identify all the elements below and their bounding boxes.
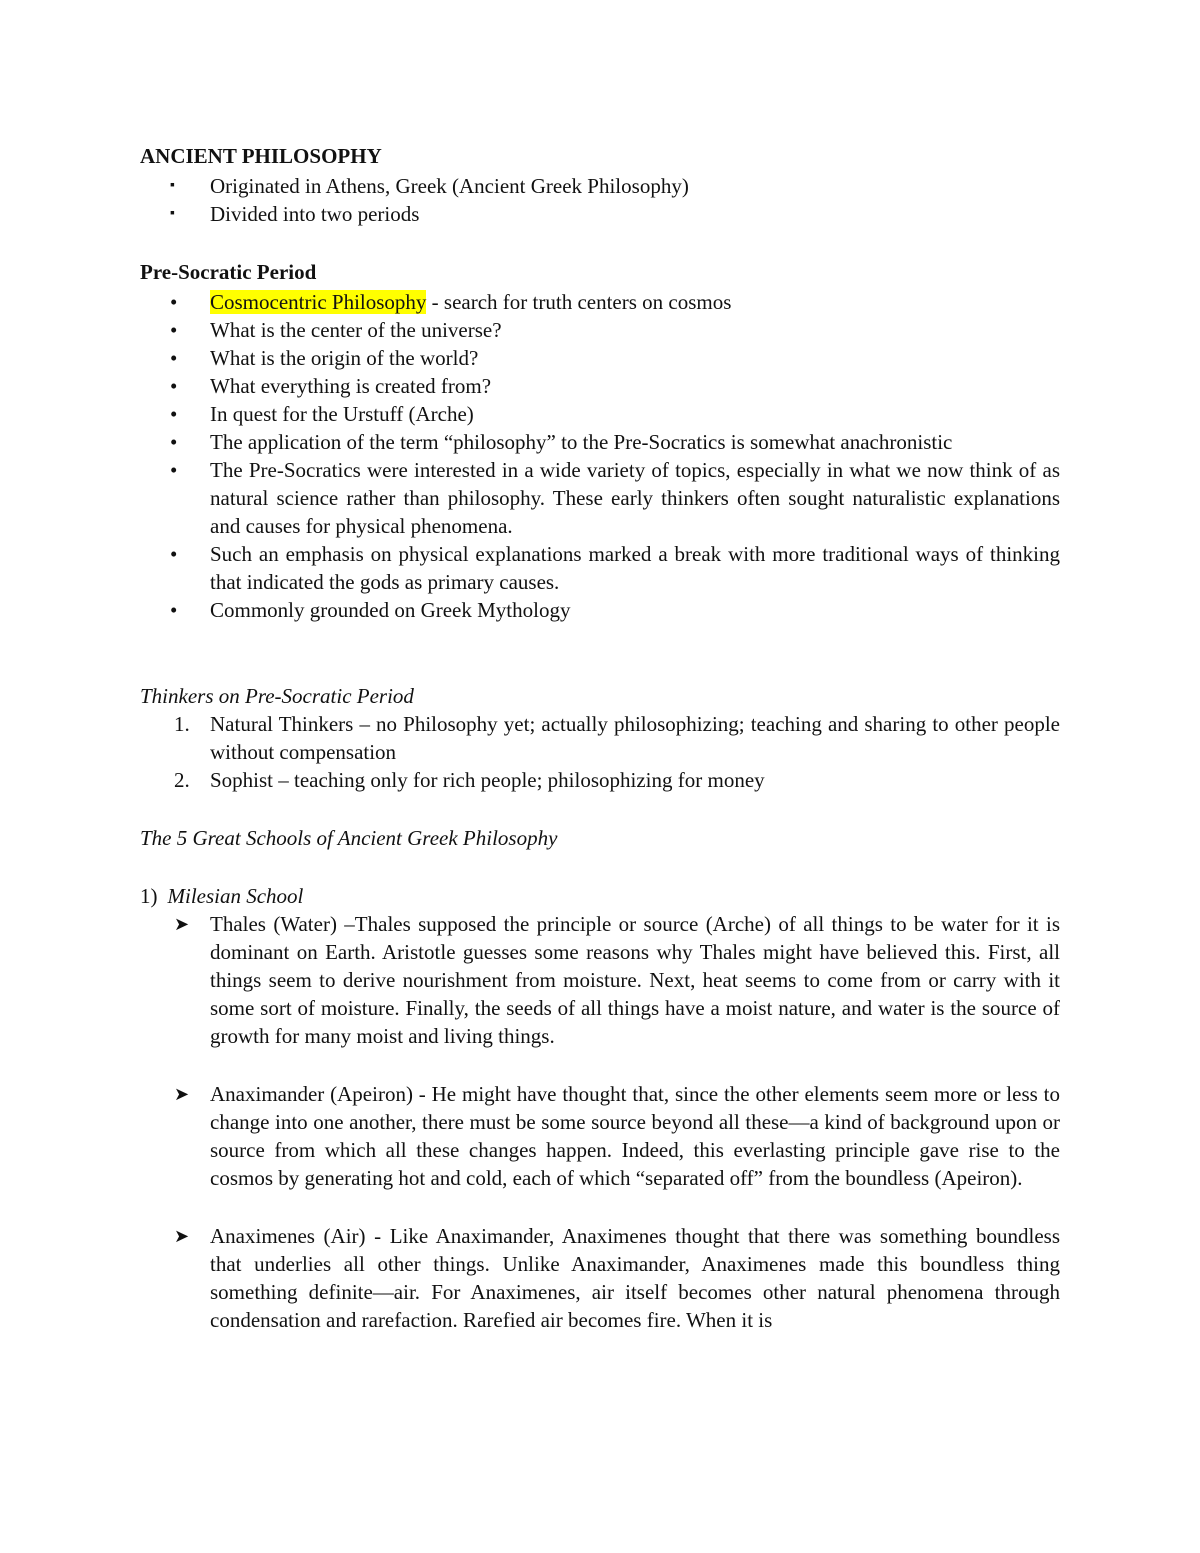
list-item-text: Commonly grounded on Greek Mythology [210,598,571,622]
bullet-icon: • [170,402,178,426]
list-item [140,372,1060,400]
arrow-bullet-icon: ➤ [174,1084,190,1104]
list-item [140,344,1060,372]
bullet-icon: • [170,290,178,314]
school-number: 1) [140,884,158,908]
section-heading-presocratic: Pre-Socratic Period [140,260,317,284]
school-name: Milesian School [167,884,304,908]
thinker-entry-text: Anaximander (Apeiron) - He might have thought that, since the other elements seem more or less to change into one another, there must be some source beyond all these—a kind of background upon or source from which all these changes happen. Indeed, this everlasting principle gave rise to the cosmos by generating hot and cold, each of which “separated off” from the boundless (Apeiron). [210,1082,1060,1190]
list-item-text: What is the center of the universe? [210,318,502,342]
spacer [140,852,1060,882]
thinker-entry-text: Thales (Water) –Thales supposed the principle or source (Arche) of all things to be water for it is dominant on Earth. Aristotle guesses some reasons why Thales might have believed this. First, all things seem to derive nourishment from moisture. Next, heat seems to come from or carry with it some sort of moisture. Finally, the seeds of all things have a moist nature, and water is the source of growth for many moist and living things. [210,912,1060,1048]
list-item [140,596,1060,624]
bullet-icon: ▪ [170,206,175,221]
bullet-icon: • [170,542,178,566]
bullet-icon: • [170,318,178,342]
numbered-item-text: Natural Thinkers – no Philosophy yet; actually philosophizing; teaching and sharing to other people without compensation [210,712,1060,764]
spacer [140,1192,1060,1222]
thinker-entry-text: Anaximenes (Air) - Like Anaximander, Anaximenes thought that there was something boundless that underlies all other things. Unlike Anaximander, Anaximenes made this boundless thing something definite—air. For Anaximenes, air itself becomes other natural phenomena through condensation and rarefaction. Rarefied air becomes fire. When it is [210,1224,1060,1332]
list-item [140,172,1060,200]
list-item [140,428,1060,456]
school-heading-milesian [140,882,1060,910]
numbered-item-text: Sophist – teaching only for rich people; philosophizing for money [210,768,765,792]
bullet-icon: • [170,374,178,398]
list-item [140,316,1060,344]
list-item-text: What everything is created from? [210,374,492,398]
arrow-bullet-icon: ➤ [174,1226,190,1246]
item-number: 2. [174,768,190,792]
thinker-entry [140,910,1060,1050]
list-item [140,540,1060,596]
thinker-entry [140,1222,1060,1334]
section-heading-thinkers: Thinkers on Pre-Socratic Period [140,684,414,708]
bullet-icon: • [170,346,178,370]
list-item-text: The application of the term “philosophy” to the Pre-Socratics is somewhat anachronistic [210,430,953,454]
document-title: ANCIENT PHILOSOPHY [140,144,382,168]
numbered-item [140,766,1060,794]
spacer [140,624,1060,682]
list-item-text: What is the origin of the world? [210,346,479,370]
list-item-text: Such an emphasis on physical explanations marked a break with more traditional ways of thinking that indicated the gods as primary causes. [210,542,1060,594]
list-item [140,288,1060,316]
item-number: 1. [174,712,190,736]
spacer [140,1050,1060,1080]
list-item [140,400,1060,428]
presocratic-list [140,288,1060,624]
list-item-text: Divided into two periods [210,202,420,226]
spacer [140,794,1060,824]
list-item-text: The Pre-Socratics were interested in a wide variety of topics, especially in what we now think of as natural science rather than philosophy. These early thinkers often sought naturalistic explanations and causes for physical phenomena. [210,458,1060,538]
thinker-entry [140,1080,1060,1192]
bullet-icon: ▪ [170,178,175,193]
arrow-bullet-icon: ➤ [174,914,190,934]
list-item-text: Originated in Athens, Greek (Ancient Greek Philosophy) [210,174,689,198]
intro-list [140,172,1060,228]
bullet-icon: • [170,598,178,622]
section-heading-schools: The 5 Great Schools of Ancient Greek Philosophy [140,826,558,850]
highlighted-term: Cosmocentric Philosophy [210,290,427,314]
document-body [140,142,1060,1334]
list-item-text: - search for truth centers on cosmos [426,290,732,314]
numbered-item [140,710,1060,766]
thinkers-list [140,710,1060,794]
list-item [140,200,1060,228]
bullet-icon: • [170,430,178,454]
list-item-text: In quest for the Urstuff (Arche) [210,402,474,426]
list-item [140,456,1060,540]
spacer [140,228,1060,258]
bullet-icon: • [170,458,178,482]
